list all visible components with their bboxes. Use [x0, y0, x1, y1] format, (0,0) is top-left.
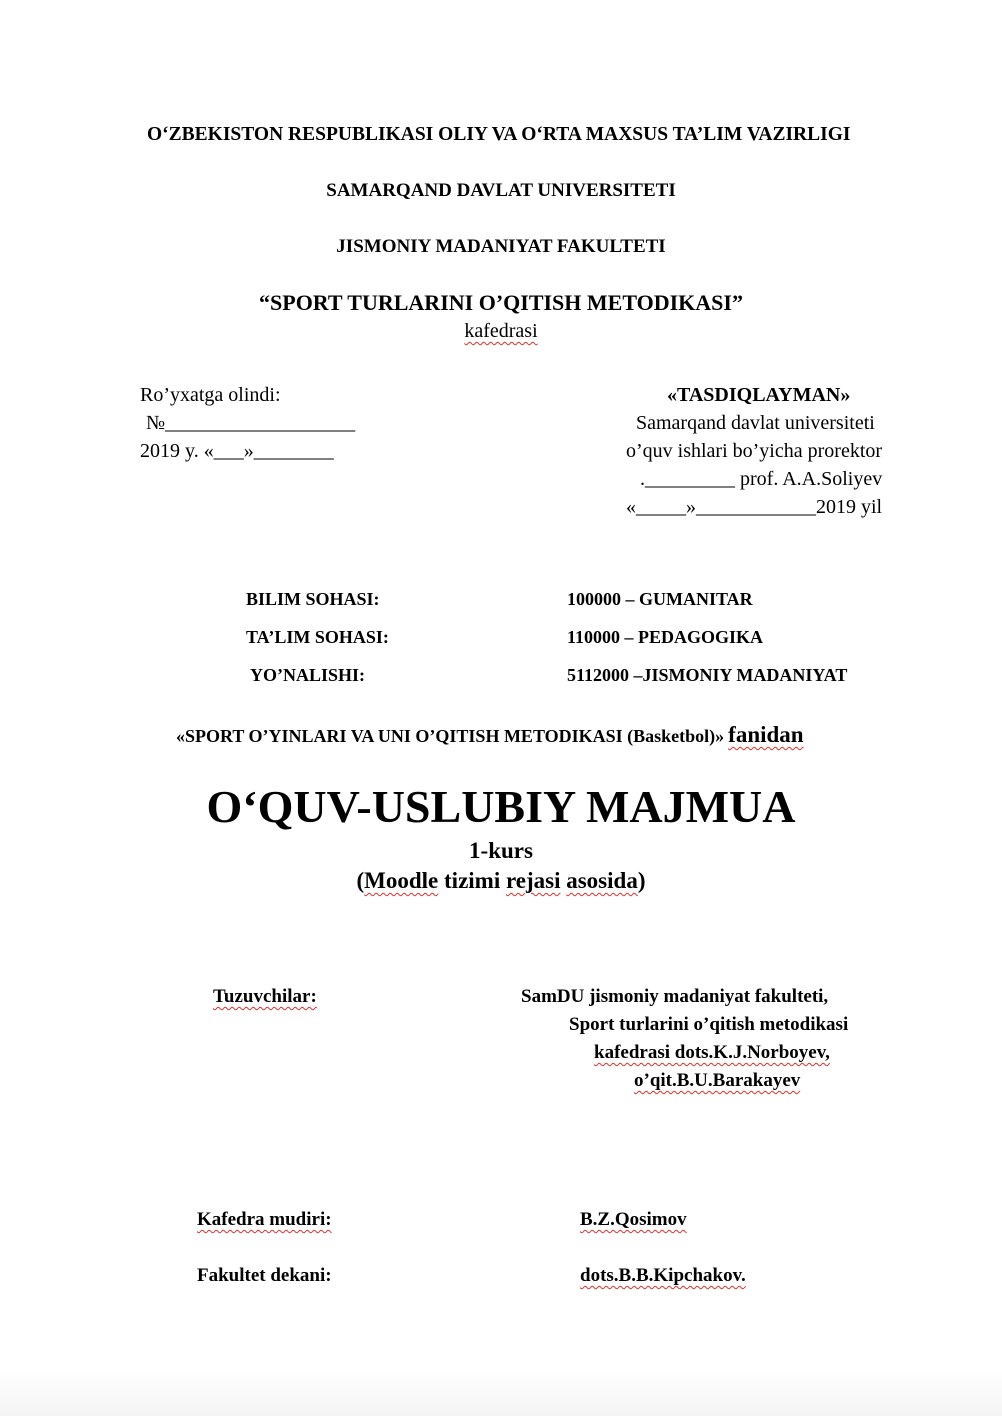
registration-number: №___________________ — [146, 412, 356, 434]
approval-title: «TASDIQLAYMAN» — [667, 384, 851, 406]
subject-suffix: fanidan — [728, 722, 804, 747]
ministry-title: O‘ZBEKISTON RESPUBLIKASI OLIY VA O‘RTA MAXSUS TA’LIM VAZIRLIGI — [147, 124, 851, 145]
registration-title: Ro’yxatga olindi: — [140, 384, 281, 406]
field-label-talim: TA’LIM SOHASI: — [246, 627, 389, 647]
signature-name-kafedra: B.Z.Qosimov — [580, 1209, 687, 1230]
approval-line-3: ._________ prof. A.A.Soliyev — [640, 468, 883, 490]
signature-label-dekan: Fakultet dekani: — [197, 1265, 332, 1286]
authors-line-3: kafedrasi dots.K.J.Norboyev, — [594, 1042, 830, 1063]
approval-line-2: o’quv ishlari bo’yicha prorektor — [626, 440, 883, 462]
registration-date: 2019 y. «___»________ — [140, 440, 334, 462]
authors-line-2: Sport turlarini o’qitish metodikasi — [569, 1014, 849, 1035]
signature-name-dekan: dots.B.B.Kipchakov. — [580, 1265, 746, 1286]
university-title: SAMARQAND DAVLAT UNIVERSITETI — [326, 180, 676, 201]
signature-label-kafedra: Kafedra mudiri: — [197, 1209, 332, 1230]
approval-line-1: Samarqand davlat universiteti — [636, 412, 875, 434]
field-value-yonalish: 5112000 –JISMONIY MADANIYAT — [567, 665, 848, 685]
department-word: kafedrasi — [464, 320, 538, 342]
faculty-title: JISMONIY MADANIYAT FAKULTETI — [336, 236, 666, 257]
basis-line: (Moodle tizimi rejasi asosida) — [356, 868, 646, 893]
field-label-yonalish: YO’NALISHI: — [250, 665, 366, 685]
main-title: O‘QUV-USLUBIY MAJMUA — [206, 781, 796, 832]
subject-name: «SPORT O’YINLARI VA UNI O’QITISH METODIKASI (Basketbol)» — [176, 726, 725, 746]
field-label-bilim: BILIM SOHASI: — [246, 589, 380, 609]
department-name: “SPORT TURLARINI O’QITISH METODIKASI” — [259, 290, 743, 315]
field-value-talim: 110000 – PEDAGOGIKA — [567, 627, 764, 647]
field-value-bilim: 100000 – GUMANITAR — [567, 589, 753, 609]
authors-line-4: o’qit.B.U.Barakayev — [634, 1070, 801, 1091]
authors-label: Tuzuvchilar: — [213, 986, 317, 1007]
page-bottom-shade — [0, 1370, 1002, 1416]
approval-line-4: «_____»____________2019 yil — [626, 496, 883, 518]
course-label: 1-kurs — [469, 838, 533, 863]
authors-line-1: SamDU jismoniy madaniyat fakulteti, — [521, 986, 829, 1007]
subject-line — [176, 722, 804, 748]
